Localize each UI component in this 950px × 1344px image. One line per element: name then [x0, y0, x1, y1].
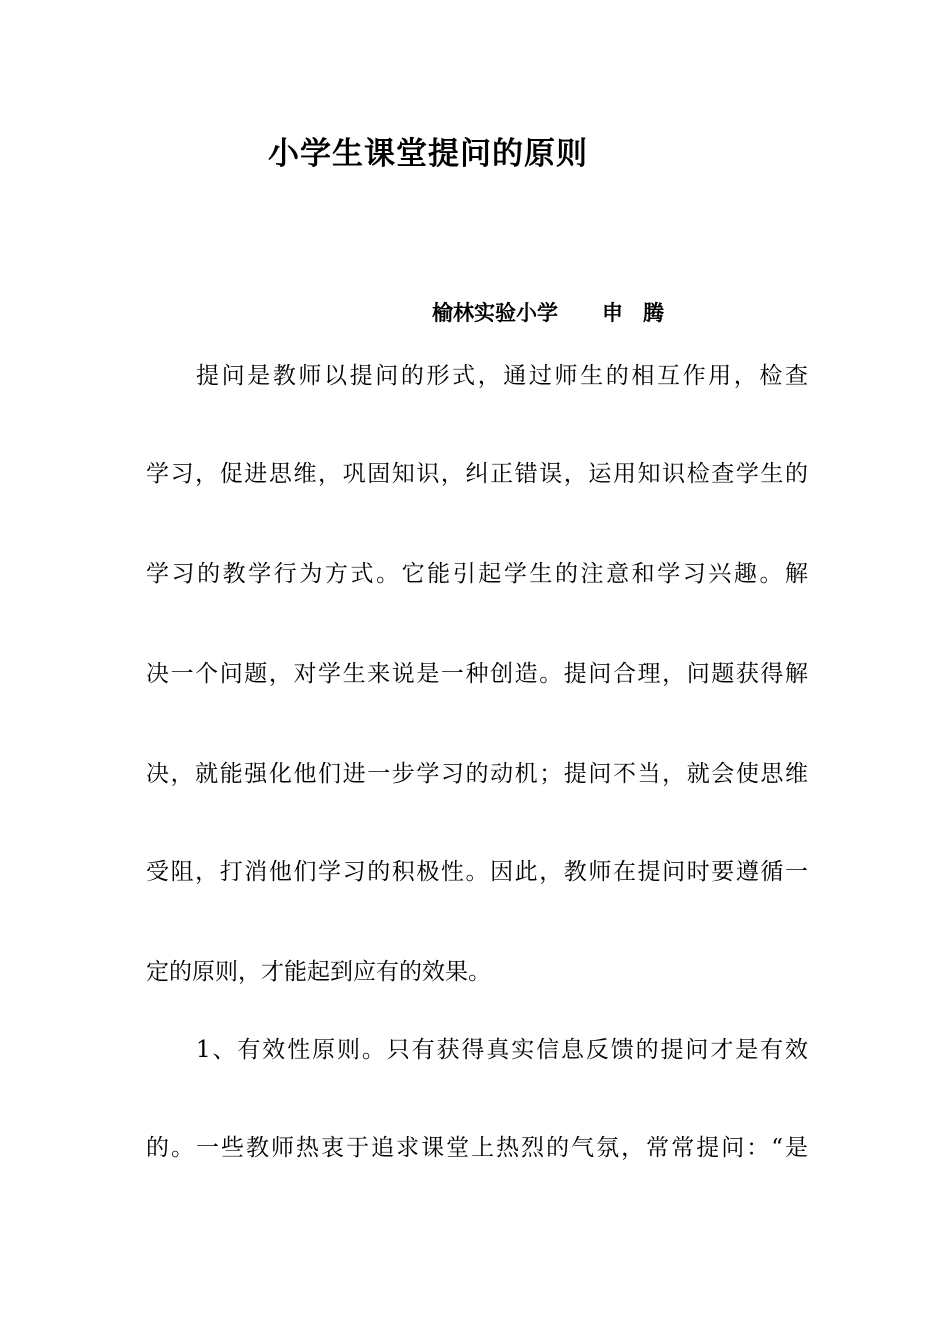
paragraph-line: 决，就能强化他们进一步学习的动机；提问不当，就会使思维	[146, 761, 808, 787]
school-name: 榆林实验小学	[432, 300, 558, 325]
paragraph-line: 决一个问题，对学生来说是一种创造。提问合理，问题获得解	[146, 661, 808, 687]
paragraph-line: 1、有效性原则。只有获得真实信息反馈的提问才是有效	[196, 1037, 808, 1063]
author-name: 申腾	[602, 300, 684, 325]
paragraph-line: 学习的教学行为方式。它能引起学生的注意和学习兴趣。解	[146, 561, 808, 587]
paragraph-line: 受阻，打消他们学习的积极性。因此，教师在提问时要遵循一	[146, 859, 808, 885]
byline	[432, 297, 684, 327]
document-title: 小学生课堂提问的原则	[268, 136, 588, 172]
paragraph-line: 学习，促进思维，巩固知识，纠正错误，运用知识检查学生的	[146, 461, 808, 487]
paragraph-line: 的。一些教师热衷于追求课堂上热烈的气氛，常常提问：“是	[146, 1135, 808, 1161]
paragraph-line: 提问是教师以提问的形式，通过师生的相互作用，检查	[196, 363, 808, 389]
paragraph-line: 定的原则，才能起到应有的效果。	[146, 959, 491, 985]
